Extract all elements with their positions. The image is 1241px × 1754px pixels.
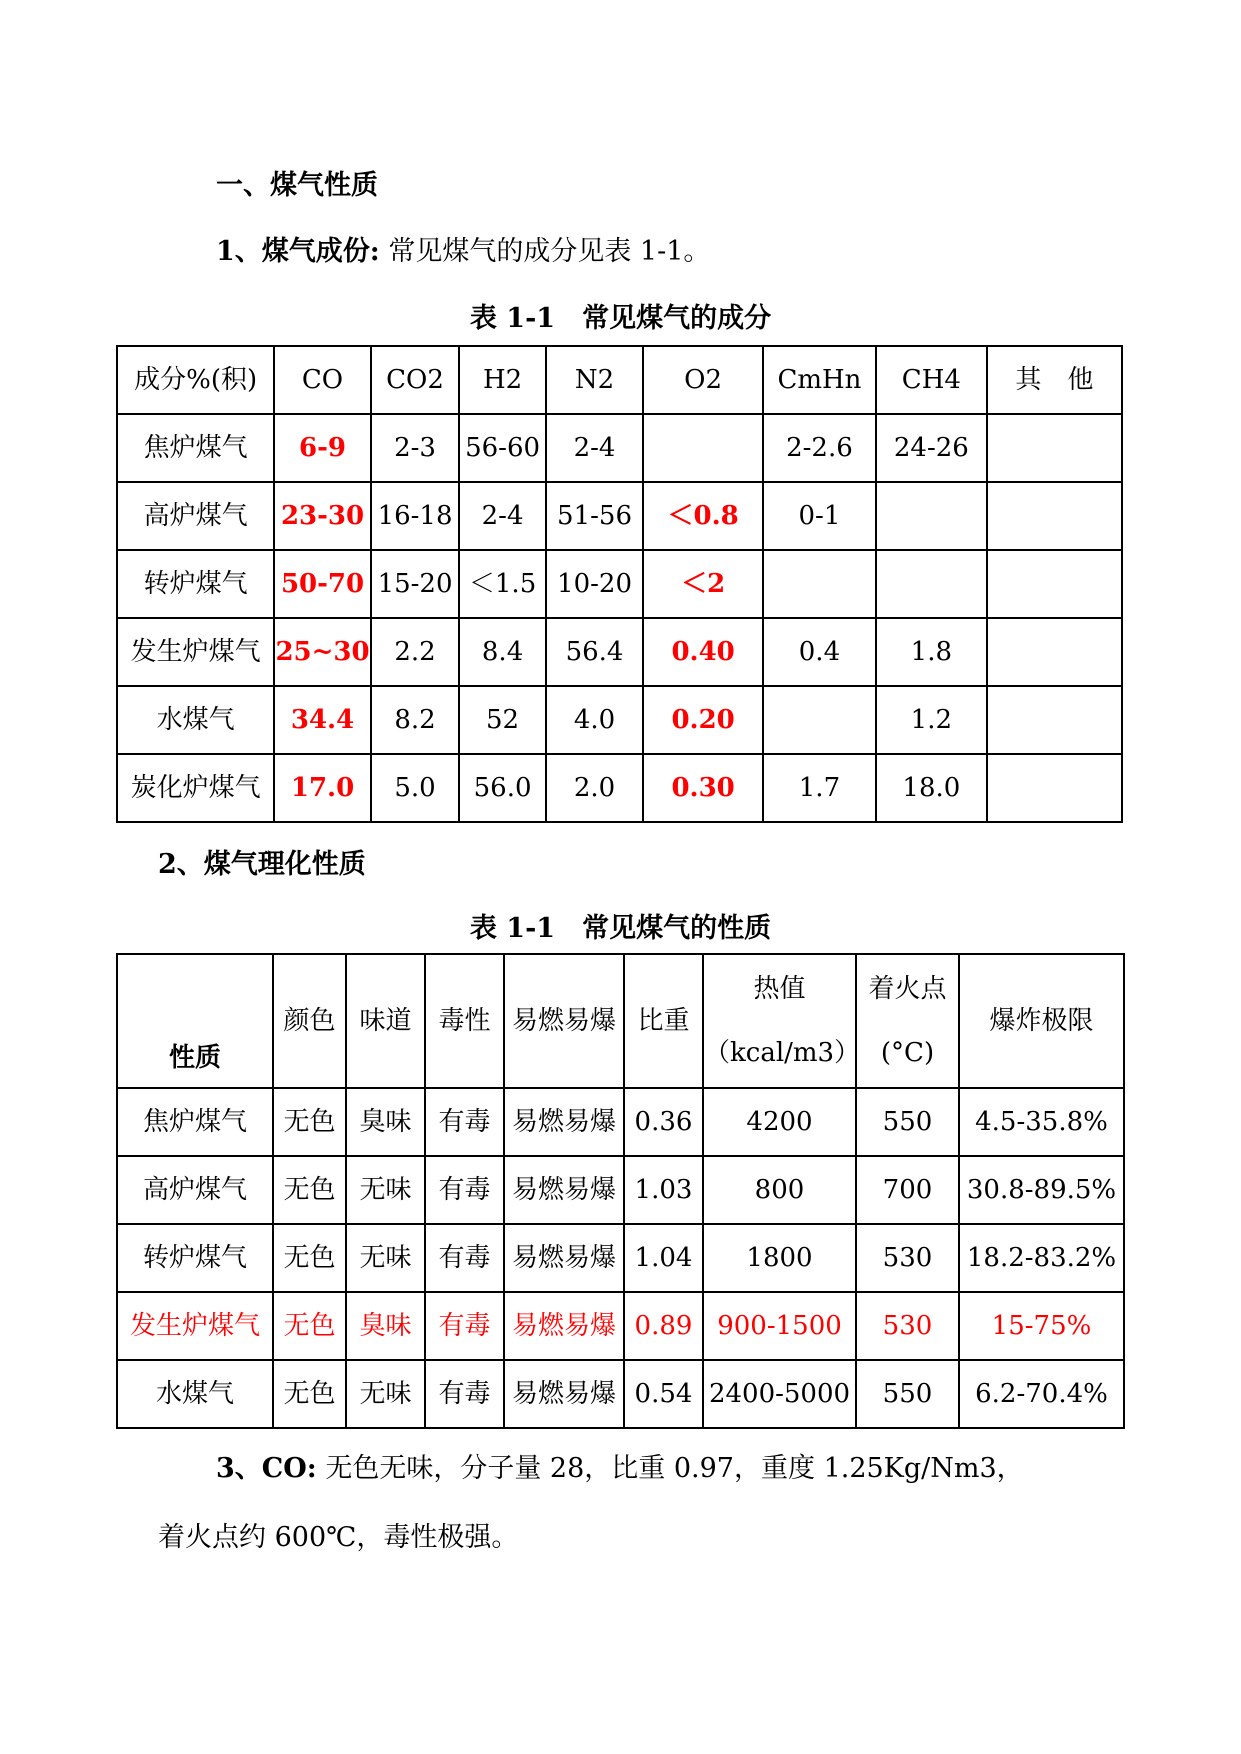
table-cell: 530: [856, 1224, 959, 1292]
o2-cell: 0.40: [643, 618, 763, 686]
table-row-highlighted: [117, 1292, 1124, 1360]
paragraph-co-continuation: 着火点约 600℃，毒性极强。: [158, 1522, 519, 1553]
co-cell: 6-9: [274, 414, 370, 482]
paragraph-label: 3、CO:: [216, 1453, 317, 1484]
table-cell: 24-26: [876, 414, 987, 482]
table-cell: 30.8-89.5%: [959, 1156, 1124, 1224]
table-cell: [763, 686, 876, 754]
table-cell: 16-18: [371, 482, 460, 550]
section-heading-2: 2、煤气理化性质: [158, 849, 366, 880]
table-cell: 1.04: [624, 1224, 703, 1292]
table-cell: 18.2-83.2%: [959, 1224, 1124, 1292]
table-cell: 易燃易爆: [504, 1088, 624, 1156]
table-cell: 臭味: [346, 1292, 425, 1360]
gas-name-cell: 发生炉煤气: [117, 1292, 273, 1360]
table-cell: 700: [856, 1156, 959, 1224]
table-cell: 无味: [346, 1360, 425, 1428]
table-cell: 10-20: [546, 550, 644, 618]
o2-cell: ＜0.8: [643, 482, 763, 550]
table-cell: 550: [856, 1360, 959, 1428]
table-cell: 有毒: [425, 1156, 504, 1224]
header-line: (°C): [880, 1038, 935, 1068]
co-cell: 17.0: [274, 754, 370, 822]
header-cell-heat-value: [703, 954, 861, 1088]
header-cell: 成分%(积): [117, 346, 274, 414]
table-cell: 2-2.6: [763, 414, 876, 482]
table-cell: 无色: [273, 1224, 346, 1292]
co-cell: 34.4: [274, 686, 370, 754]
paragraph-co: [216, 1446, 1024, 1485]
table-header-row: [117, 954, 1124, 1088]
table-row: [117, 482, 1122, 550]
table-cell: 550: [856, 1088, 959, 1156]
header-cell: CmHn: [763, 346, 876, 414]
table-cell: 1.8: [876, 618, 987, 686]
table-row: [117, 618, 1122, 686]
table-row: [117, 550, 1122, 618]
table-cell: [987, 618, 1122, 686]
table-cell: 52: [459, 686, 545, 754]
table-cell: 有毒: [425, 1292, 504, 1360]
gas-properties-table: [116, 953, 1125, 1429]
table-cell: 无味: [346, 1224, 425, 1292]
table-cell: [763, 550, 876, 618]
paragraph-gas-composition: [216, 229, 710, 268]
header-cell: 颜色: [273, 954, 346, 1088]
table-cell: 易燃易爆: [504, 1156, 624, 1224]
table-cell: 易燃易爆: [504, 1292, 624, 1360]
paragraph-label: 1、煤气成份:: [216, 236, 380, 267]
table-cell: [987, 414, 1122, 482]
table-cell: 0.54: [624, 1360, 703, 1428]
table-cell: [876, 482, 987, 550]
table-cell: 530: [856, 1292, 959, 1360]
table-cell: 4.0: [546, 686, 644, 754]
co-cell: 50-70: [274, 550, 370, 618]
header-cell: 性质: [117, 954, 273, 1088]
header-cell: O2: [643, 346, 763, 414]
table-cell: 8.2: [371, 686, 460, 754]
table-cell: 15-75%: [959, 1292, 1124, 1360]
table-cell: 51-56: [546, 482, 644, 550]
o2-cell: [643, 414, 763, 482]
gas-name-cell: 焦炉煤气: [117, 414, 274, 482]
gas-name-cell: 焦炉煤气: [117, 1088, 273, 1156]
header-cell: CH4: [876, 346, 987, 414]
table-row: [117, 754, 1122, 822]
table-cell: 易燃易爆: [504, 1360, 624, 1428]
table-cell: 无色: [273, 1360, 346, 1428]
table-cell: 2.0: [546, 754, 644, 822]
table-cell: 4200: [703, 1088, 856, 1156]
header-line: 着火点: [868, 974, 947, 1004]
co-cell: 25~30: [274, 618, 370, 686]
table-cell: 有毒: [425, 1088, 504, 1156]
table-cell: 18.0: [876, 754, 987, 822]
header-cell: CO: [274, 346, 370, 414]
table-row: [117, 1156, 1124, 1224]
table-cell: 56.4: [546, 618, 644, 686]
header-cell: 毒性: [425, 954, 504, 1088]
table-cell: 臭味: [346, 1088, 425, 1156]
o2-cell: ＜2: [643, 550, 763, 618]
table-row: [117, 686, 1122, 754]
table-cell: 1.2: [876, 686, 987, 754]
gas-name-cell: 转炉煤气: [117, 1224, 273, 1292]
table-cell: 800: [703, 1156, 856, 1224]
table-cell: 2-4: [546, 414, 644, 482]
table-cell: 易燃易爆: [504, 1224, 624, 1292]
table-cell: 4.5-35.8%: [959, 1088, 1124, 1156]
header-cell: CO2: [371, 346, 460, 414]
table-cell: 2-3: [371, 414, 460, 482]
o2-cell: 0.30: [643, 754, 763, 822]
table-cell: 6.2-70.4%: [959, 1360, 1124, 1428]
table-cell: 无色: [273, 1292, 346, 1360]
table-row: [117, 1224, 1124, 1292]
table-cell: 2.2: [371, 618, 460, 686]
header-cell-ignition-point: [856, 954, 959, 1088]
table1-caption: 表 1-1 常见煤气的成分: [469, 303, 772, 334]
header-line: 热值: [753, 974, 806, 1004]
table-cell: 2-4: [459, 482, 545, 550]
table-cell: 8.4: [459, 618, 545, 686]
o2-cell: 0.20: [643, 686, 763, 754]
gas-composition-table: [116, 345, 1123, 823]
table-header-row: [117, 346, 1122, 414]
table-cell: 无色: [273, 1088, 346, 1156]
gas-name-cell: 水煤气: [117, 1360, 273, 1428]
table-cell: [876, 550, 987, 618]
table-row: [117, 414, 1122, 482]
table-cell: 无味: [346, 1156, 425, 1224]
table-cell: 56-60: [459, 414, 545, 482]
table-cell: [987, 686, 1122, 754]
table-cell: 1.7: [763, 754, 876, 822]
header-cell: 爆炸极限: [959, 954, 1124, 1088]
table-cell: 5.0: [371, 754, 460, 822]
table-cell: 56.0: [459, 754, 545, 822]
table-cell: [987, 754, 1122, 822]
gas-name-cell: 发生炉煤气: [117, 618, 274, 686]
table-cell: 0.4: [763, 618, 876, 686]
table-cell: 有毒: [425, 1360, 504, 1428]
table-cell: 有毒: [425, 1224, 504, 1292]
section-heading-1: 一、煤气性质: [216, 170, 378, 201]
table-cell: 0.36: [624, 1088, 703, 1156]
table-cell: 1800: [703, 1224, 856, 1292]
header-cell: H2: [459, 346, 545, 414]
header-cell: 比重: [624, 954, 703, 1088]
table-cell: 900-1500: [703, 1292, 856, 1360]
gas-name-cell: 转炉煤气: [117, 550, 274, 618]
table-cell: [987, 482, 1122, 550]
table-cell: 1.03: [624, 1156, 703, 1224]
table-cell: 0-1: [763, 482, 876, 550]
co-cell: 23-30: [274, 482, 370, 550]
gas-name-cell: 高炉煤气: [117, 482, 274, 550]
header-cell: 易燃易爆: [504, 954, 624, 1088]
table-cell: 15-20: [371, 550, 460, 618]
table-cell: 2400-5000: [703, 1360, 856, 1428]
table-row: [117, 1088, 1124, 1156]
header-cell: 味道: [346, 954, 425, 1088]
paragraph-text: 常见煤气的成分见表 1-1。: [379, 236, 711, 267]
table2-caption: 表 1-1 常见煤气的性质: [469, 913, 772, 944]
table-cell: 0.89: [624, 1292, 703, 1360]
table-cell: 无色: [273, 1156, 346, 1224]
paragraph-text: 无色无味，分子量 28，比重 0.97，重度 1.25Kg/Nm3，: [316, 1453, 1024, 1484]
table-cell: ＜1.5: [459, 550, 545, 618]
header-line: （kcal/m3）: [704, 1038, 861, 1068]
header-cell: N2: [546, 346, 644, 414]
gas-name-cell: 水煤气: [117, 686, 274, 754]
header-cell: 其 他: [987, 346, 1122, 414]
gas-name-cell: 高炉煤气: [117, 1156, 273, 1224]
gas-name-cell: 炭化炉煤气: [117, 754, 274, 822]
table-row: [117, 1360, 1124, 1428]
table-cell: [987, 550, 1122, 618]
